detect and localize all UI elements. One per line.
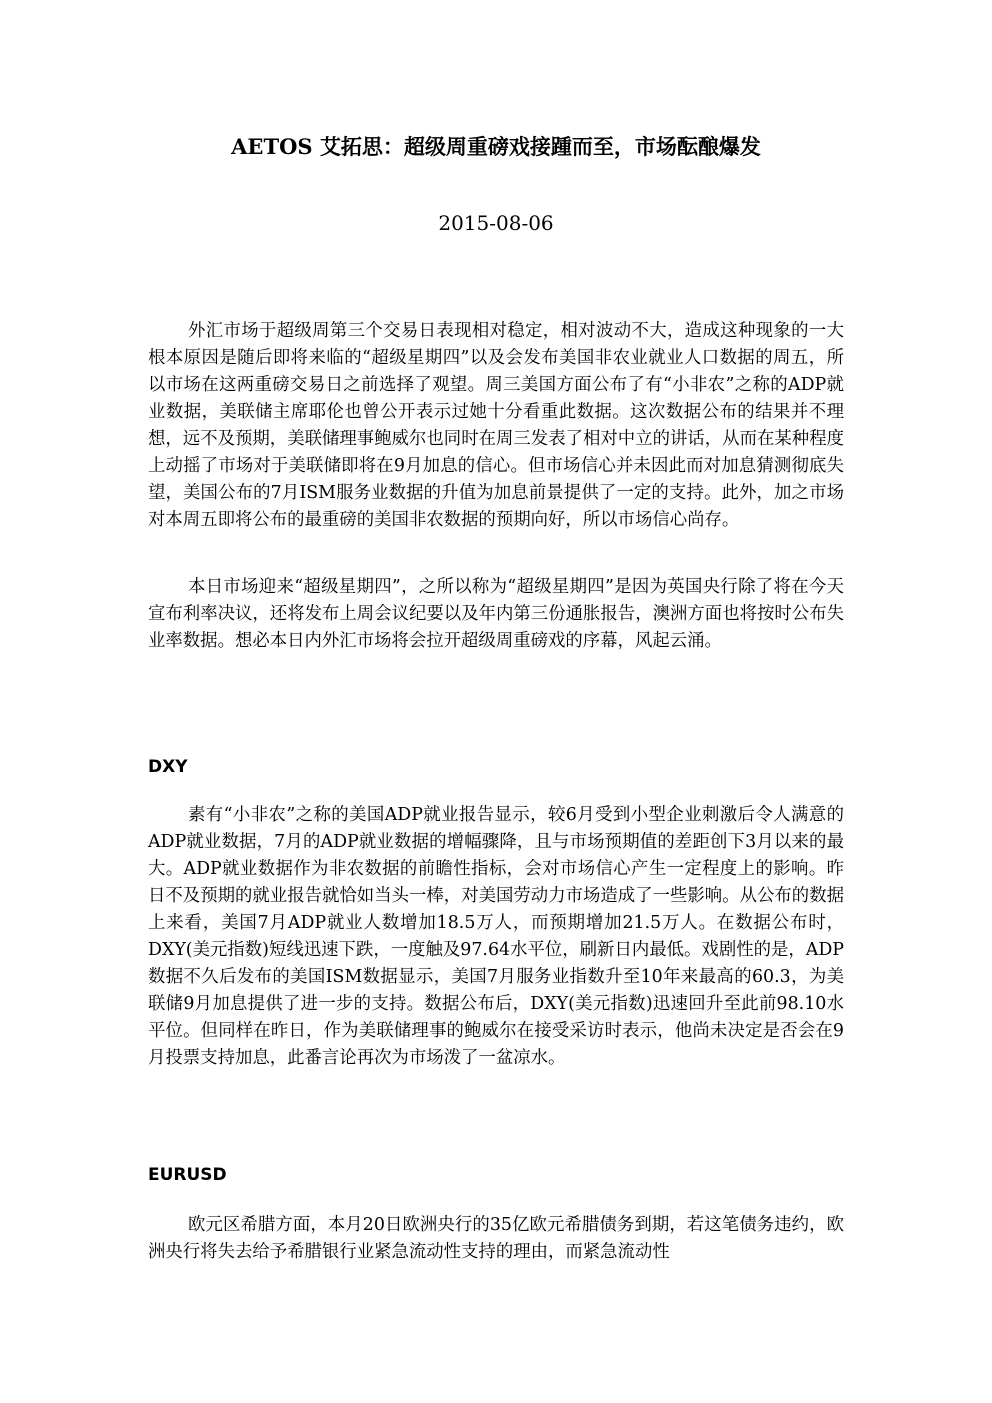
section-heading-eurusd: EURUSD: [148, 1165, 227, 1185]
document-date: 2015-08-06: [438, 211, 554, 235]
intro-paragraph-1: 外汇市场于超级周第三个交易日表现相对稳定，相对波动不大，造成这种现象的一大根本原因是随后即将来临的“超级星期四”以及会发布美国非农业就业人口数据的周五，所以市场在这两重磅交易日之前选择了观望。周三美国方面公布了有“小非农”之称的ADP就业数据，美联储主席耶伦也曾公开表示过她十分看重此数据。这次数据公布的结果并不理想，远不及预期，美联储理事鲍威尔也同时在周三发表了相对中立的讲话，从而在某种程度上动摇了市场对于美联储即将在9月加息的信心。但市场信心并未因此而对加息猜测彻底失望，美国公布的7月ISM服务业数据的升值为加息前景提供了一定的支持。此外，加之市场对本周五即将公布的最重磅的美国非农数据的预期向好，所以市场信心尚存。: [148, 321, 844, 530]
section-heading-dxy: DXY: [148, 757, 188, 777]
section-paragraph-dxy: 素有“小非农”之称的美国ADP就业报告显示，较6月受到小型企业刺激后令人满意的ADP就业数据，7月的ADP就业数据的增幅骤降，且与市场预期值的差距创下3月以来的最大。ADP就业数据作为非农数据的前瞻性指标，会对市场信心产生一定程度上的影响。昨日不及预期的就业报告就恰如当头一棒，对美国劳动力市场造成了一些影响。从公布的数据上来看，美国7月ADP就业人数增加18.5万人，而预期增加21.5万人。在数据公布时，DXY(美元指数)短线迅速下跌，一度触及97.64水平位，刷新日内最低。戏剧性的是，ADP数据不久后发布的美国ISM数据显示，美国7月服务业指数升至10年来最高的60.3，为美联储9月加息提供了进一步的支持。数据公布后，DXY(美元指数)迅速回升至此前98.10水平位。但同样在昨日，作为美联储理事的鲍威尔在接受采访时表示，他尚未决定是否会在9月投票支持加息，此番言论再次为市场泼了一盆凉水。: [148, 805, 844, 1068]
section-paragraph-eurusd: 欧元区希腊方面，本月20日欧洲央行的35亿欧元希腊债务到期，若这笔债务违约，欧洲央行将失去给予希腊银行业紧急流动性支持的理由，而紧急流动性: [148, 1215, 844, 1262]
intro-paragraph-2: 本日市场迎来“超级星期四”，之所以称为“超级星期四”是因为英国央行除了将在今天宣布利率决议，还将发布上周会议纪要以及年内第三份通胀报告，澳洲方面也将按时公布失业率数据。想必本日内外汇市场将会拉开超级周重磅戏的序幕，风起云涌。: [148, 577, 844, 651]
document-title: AETOS 艾拓思：超级周重磅戏接踵而至，市场酝酿爆发: [231, 134, 761, 159]
